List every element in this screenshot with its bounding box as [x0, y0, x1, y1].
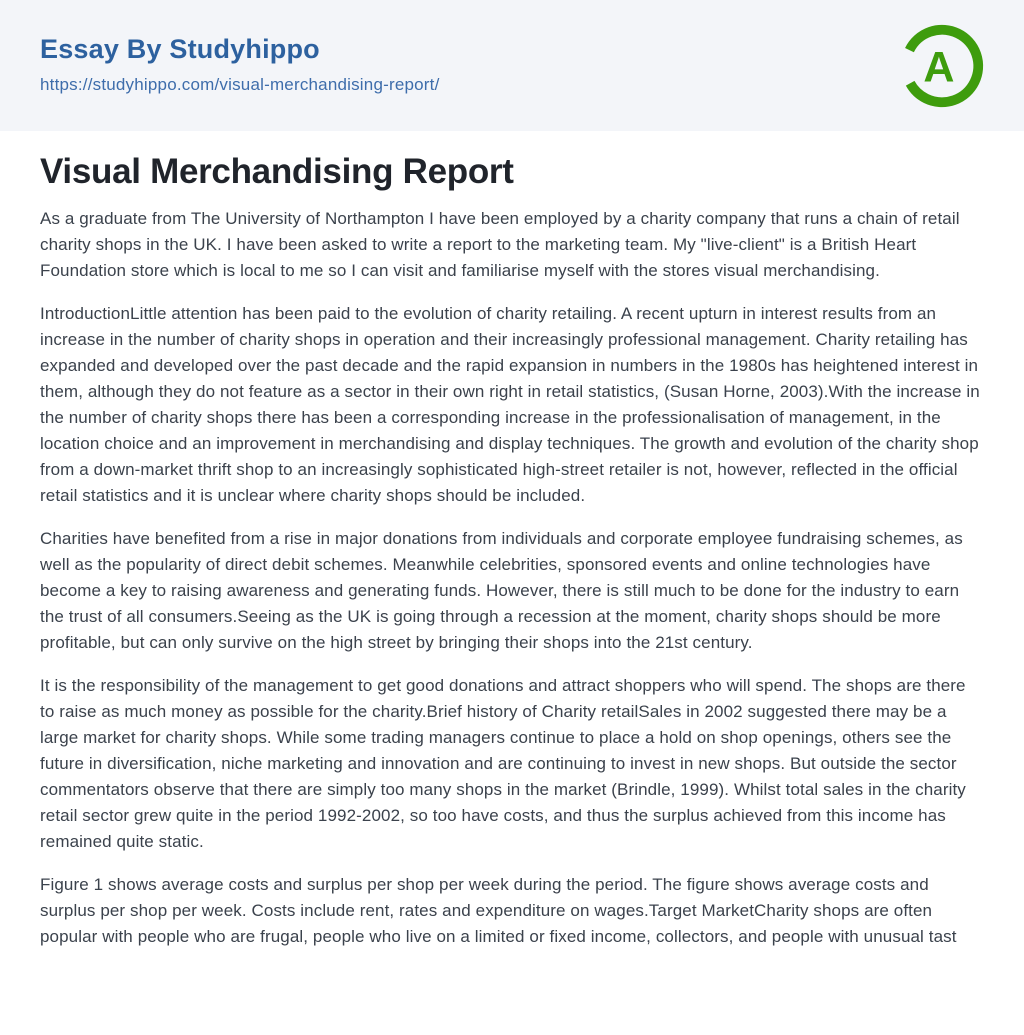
source-url-link[interactable]: https://studyhippo.com/visual-merchandising-report/ [40, 75, 440, 95]
header-text-block [40, 35, 440, 95]
logo-letter: A [923, 43, 955, 92]
essay-paragraph: As a graduate from The University of Northampton I have been employed by a charity company that runs a chain of retail charity shops in the UK. I have been asked to write a report to the marketing team. My "live-client" is a British Heart Foundation store which is local to me so I can visit and familiarise myself with the stores visual merchandising. [40, 209, 960, 280]
essay-paragraph: Figure 1 shows average costs and surplus per shop per week during the period. The figure shows average costs and surplus per shop per week. Costs include rent, rates and expenditure on wages.Target MarketCharity shops are often popular with people who are frugal, people who live on a limited or fixed income, collectors, and people with unusual tast [40, 875, 957, 946]
studyhippo-logo-icon[interactable] [896, 20, 988, 112]
essay-paragraph: Charities have benefited from a rise in major donations from individuals and corporate employee fundraising schemes, as well as the popularity of direct debit schemes. Meanwhile celebrities, sponsored events and online technologies have become a key to raising awareness and generating funds. However, there is still much to be done for the industry to earn the trust of all consumers.Seeing as the UK is going through a recession at the moment, charity shops should be more profitable, but can only survive on the high street by bringing their shops into the 21st century. [40, 529, 963, 652]
page-header [0, 0, 1024, 131]
page-title: Visual Merchandising Report [40, 152, 514, 191]
essay-paragraph: IntroductionLittle attention has been paid to the evolution of charity retailing. A recent upturn in interest results from an increase in the number of charity shops in operation and their increasingly professional management. Charity retailing has expanded and developed over the past decade and the rapid expansion in numbers in the 1980s has heightened interest in them, although they do not feature as a sector in their own right in retail statistics, (Susan Horne, 2003).With the increase in the number of charity shops there has been a corresponding increase in the professionalisation of management, in the location choice and an improvement in merchandising and display techniques. The growth and evolution of the charity shop from a down-market thrift shop to an increasingly sophisticated high-street retailer is not, however, reflected in the official retail statistics and it is unclear where charity shops should be included. [40, 304, 980, 505]
essay-byline: Essay By Studyhippo [40, 34, 320, 65]
essay-article [0, 131, 1024, 950]
essay-paragraph: It is the responsibility of the management to get good donations and attract shoppers who will spend. The shops are there to raise as much money as possible for the charity.Brief history of Charity retailSales in 2002 suggested there may be a large market for charity shops. While some trading managers continue to place a hold on shop openings, others see the future in diversification, niche marketing and innovation and are continuing to invest in new shops. But outside the sector commentators observe that there are simply too many shops in the market (Brindle, 1999). Whilst total sales in the charity retail sector grew quite in the period 1992-2002, so too have costs, and thus the surplus achieved from this income has remained quite static. [40, 676, 966, 851]
